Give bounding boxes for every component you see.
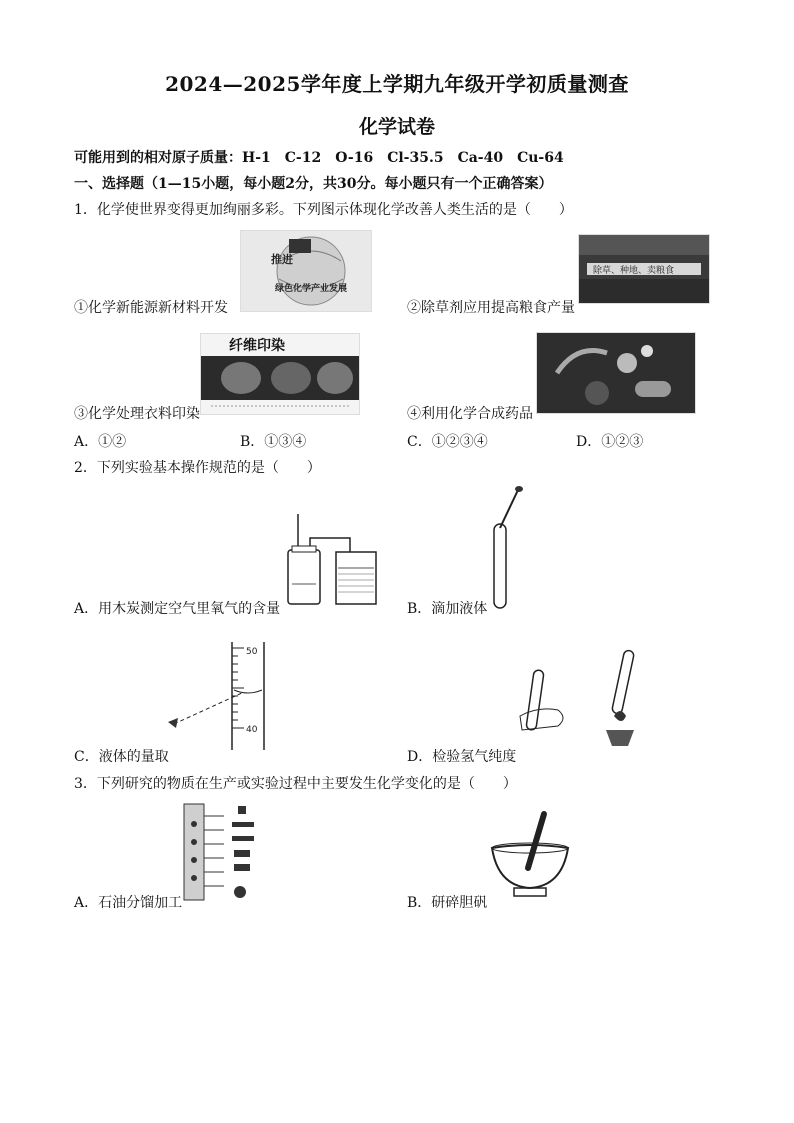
- distillation-tower-image: [182, 802, 272, 904]
- globe-poster-image: [241, 231, 371, 311]
- scale-label-top: 50: [246, 647, 258, 657]
- medicine-image: [537, 333, 695, 413]
- dye-title: 纤维印染: [229, 338, 285, 354]
- section-heading: 一、选择题（1—15小题，每小题2分，共30分。每小题只有一个正确答案）: [74, 176, 553, 192]
- q2-figure-b: [486, 484, 526, 612]
- q2-stem: 2．下列实验基本操作规范的是（ ）: [74, 460, 321, 476]
- q1-figure-4: [536, 332, 696, 414]
- atomic-masses: 可能用到的相对原子质量：H-1 C-12 O-16 Cl-35.5 Ca-40 Cu-64: [74, 150, 564, 166]
- q2-caption-d: D．检验氢气纯度: [407, 749, 517, 765]
- banner-text: 除草、种地、卖粮食: [593, 266, 675, 276]
- q1-figure-3: [200, 333, 360, 415]
- q3-stem: 3．下列研究的物质在生产或实验过程中主要发生化学变化的是（ ）: [74, 776, 517, 792]
- q3-caption-b: B．研碎胆矾: [407, 895, 488, 911]
- q1-option-d[interactable]: D．①②③: [576, 434, 644, 450]
- q1-caption-4: ④利用化学合成药品: [407, 406, 533, 422]
- field-banner-image: [579, 235, 709, 303]
- scale-label-bottom: 40: [246, 725, 258, 735]
- q2-figure-d: [518, 646, 644, 754]
- q1-figure-2: [578, 234, 710, 304]
- q1-option-a[interactable]: A．①②: [74, 434, 127, 450]
- poster-text-2: 绿色化学产业发展: [275, 284, 348, 294]
- q1-figure-1: [240, 230, 372, 312]
- q1-option-b[interactable]: B．①③④: [240, 434, 307, 450]
- q2-figure-c: [164, 640, 274, 752]
- q3-figure-b: [488, 808, 572, 904]
- fabric-dyeing-image: [201, 334, 359, 414]
- graduated-cylinder-image: [164, 640, 274, 752]
- hydrogen-test-image: [518, 646, 644, 754]
- q1-stem: 1．化学使世界变得更加绚丽多彩。下列图示体现化学改善人类生活的是（ ）: [74, 202, 573, 218]
- q1-caption-3: ③化学处理衣料印染: [74, 406, 200, 422]
- q2-caption-b: B．滴加液体: [407, 601, 488, 617]
- q3-caption-a: A．石油分馏加工: [74, 895, 183, 911]
- exam-title: 2024—2025学年度上学期九年级开学初质量测查: [165, 72, 629, 96]
- charcoal-apparatus-image: [280, 512, 380, 610]
- q2-caption-a: A．用木炭测定空气里氧气的含量: [74, 601, 281, 617]
- exam-subtitle: 化学试卷: [358, 116, 435, 138]
- poster-text-1: 推进: [271, 253, 293, 266]
- q3-figure-a: [182, 802, 272, 904]
- q1-caption-2: ②除草剂应用提高粮食产量: [407, 300, 575, 316]
- q1-option-c[interactable]: C．①②③④: [407, 434, 488, 450]
- mortar-pestle-image: [488, 808, 572, 904]
- q1-caption-1: ①化学新能源新材料开发: [74, 300, 228, 316]
- dropper-tube-image: [486, 484, 526, 612]
- q2-caption-c: C．液体的量取: [74, 749, 169, 765]
- q2-figure-a: [280, 512, 380, 610]
